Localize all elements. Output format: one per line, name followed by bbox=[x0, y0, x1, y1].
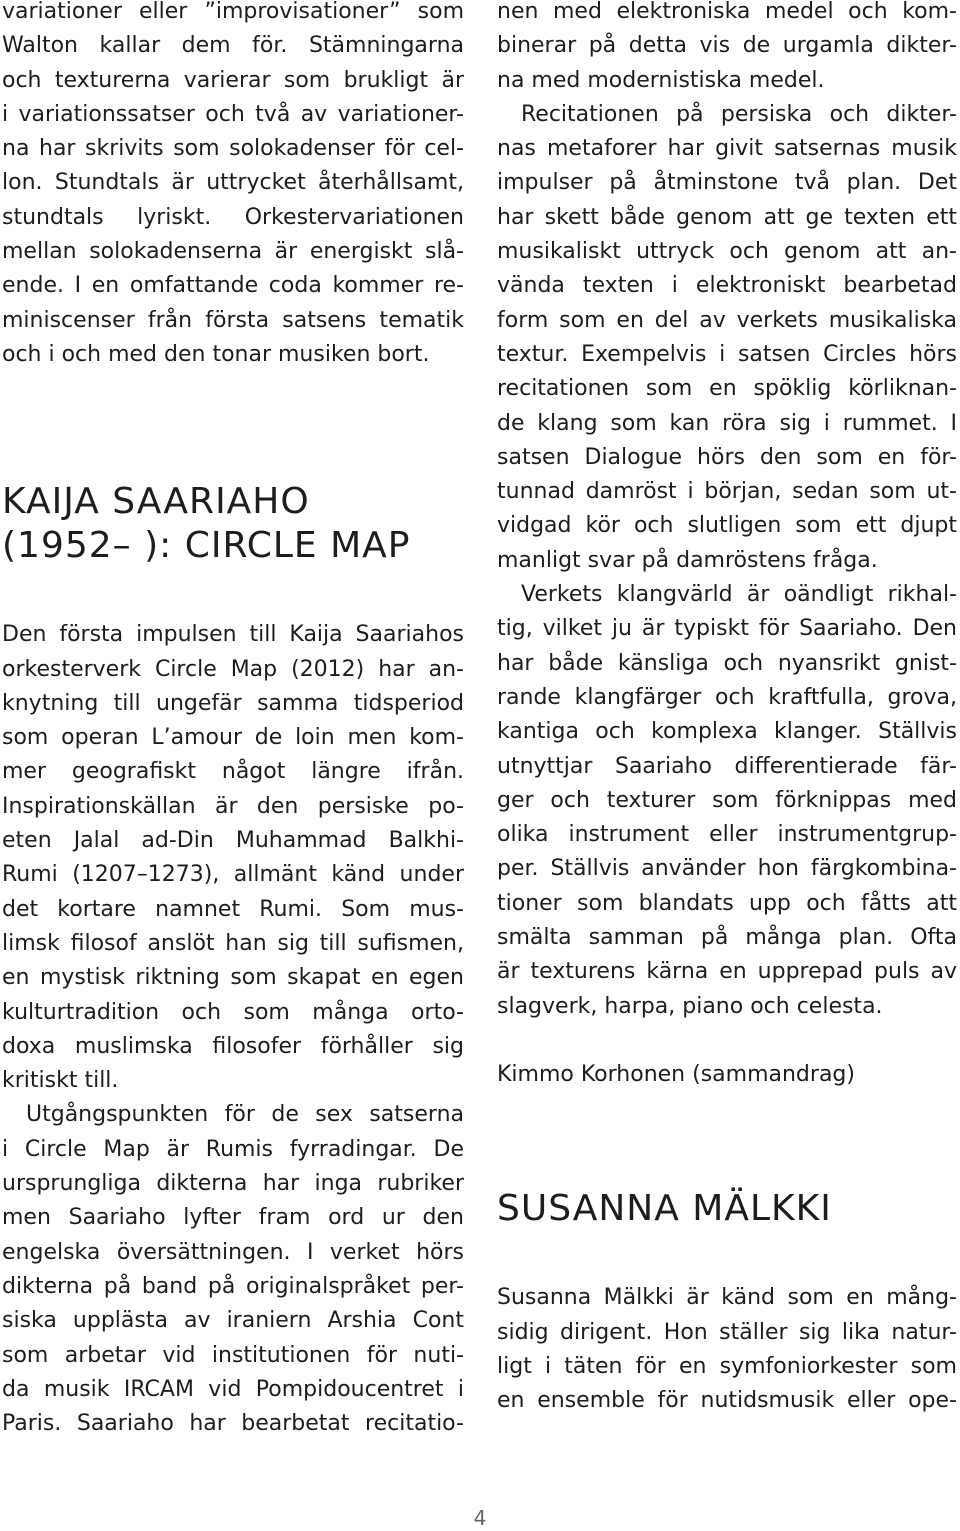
paragraph-recitation-continued bbox=[497, 0, 957, 98]
text-line: binerar på detta vis de urgamla dikter- bbox=[497, 33, 957, 59]
text-line: smälta samman på många plan. Ofta bbox=[497, 925, 957, 951]
text-line: tig, vilket ju är typiskt för Saariaho. Den bbox=[497, 616, 957, 642]
text-line: sidig dirigent. Hon ställer sig lika natur- bbox=[497, 1319, 957, 1345]
paragraph-circle-map-intro bbox=[2, 618, 464, 1098]
text-line: de klang som kan röra sig i rummet. I bbox=[497, 410, 957, 436]
text-line: Inspirationskällan är den persiske po- bbox=[2, 793, 464, 819]
paragraph-malkki-bio bbox=[497, 1281, 957, 1418]
text-line: ligt i täten för en symfoniorkester som bbox=[497, 1353, 957, 1379]
text-line: men Saariaho lyfter fram ord ur den bbox=[2, 1205, 464, 1231]
text-line: satsen Dialogue hörs den som en för- bbox=[497, 444, 957, 470]
author-credit: Kimmo Korhonen (sammandrag) bbox=[497, 1061, 855, 1087]
text-line: nen med elektroniska medel och kom- bbox=[497, 0, 957, 24]
heading-line: KAIJA SAARIAHO bbox=[2, 481, 310, 523]
text-line: kantiga och komplexa klanger. Ställvis bbox=[497, 719, 957, 745]
section-heading-malkki bbox=[497, 1187, 957, 1231]
text-line: na med modernistiska medel. bbox=[497, 67, 825, 93]
text-line: na har skrivits som solokadenser för cel- bbox=[2, 136, 464, 162]
text-line: engelska översättningen. I verket hörs bbox=[2, 1239, 464, 1265]
text-line: har skett både genom att ge texten ett bbox=[497, 204, 957, 230]
text-line: kulturtradition och som många orto- bbox=[2, 999, 464, 1025]
text-line: Susanna Mälkki är känd som en mång- bbox=[497, 1285, 957, 1311]
text-line: eten Jalal ad-Din Muhammad Balkhi- bbox=[2, 828, 464, 854]
text-line: Verkets klangvärld är oändligt rikhal- bbox=[521, 582, 957, 608]
text-line: tunnad damröst i början, sedan som ut- bbox=[497, 479, 957, 505]
text-line: Utgångspunkten för de sex satserna bbox=[26, 1102, 464, 1128]
text-line: ger och texturer som förknippas med bbox=[497, 787, 957, 813]
text-line: det kortare namnet Rumi. Som mus- bbox=[2, 896, 464, 922]
text-line: i variationssatser och två av variationer- bbox=[2, 101, 464, 127]
left-column bbox=[2, 0, 464, 1441]
text-line: en mystisk riktning som skapat en egen bbox=[2, 965, 464, 991]
text-line: ursprungliga dikterna har inga rubriker bbox=[2, 1171, 464, 1197]
text-line: recitationen som en spöklig körliknan- bbox=[497, 376, 957, 402]
text-line: ende. I en omfattande coda kommer re- bbox=[2, 273, 464, 299]
text-line: Den första impulsen till Kaija Saariahos bbox=[2, 622, 464, 648]
text-line: impulser på åtminstone två plan. Det bbox=[497, 170, 957, 196]
text-line: är texturens kärna en upprepad puls av bbox=[497, 959, 957, 985]
text-line: knytning till ungefär samma tidsperiod bbox=[2, 690, 464, 716]
heading-line: (1952– ): CIRCLE MAP bbox=[2, 525, 411, 567]
text-line: mellan solokadenserna är energiskt slå- bbox=[2, 239, 464, 265]
text-line: da musik IRCAM vid Pompidoucentret i bbox=[2, 1376, 464, 1402]
text-line: lon. Stundtals är uttrycket återhållsamt, bbox=[2, 170, 464, 196]
text-line: olika instrument eller instrumentgrup- bbox=[497, 822, 957, 848]
text-line: vända texten i elektroniskt bearbetad bbox=[497, 273, 957, 299]
heading-line: SUSANNA MÄLKKI bbox=[497, 1188, 832, 1230]
text-line: som operan L’amour de loin men kom- bbox=[2, 725, 464, 751]
text-line: vidgad kör och slutligen som ett djupt bbox=[497, 513, 957, 539]
text-line: rande klangfärger och kraftfulla, grova, bbox=[497, 684, 957, 710]
text-line: textur. Exempelvis i satsen Circles hörs bbox=[497, 341, 957, 367]
text-line: stundtals lyriskt. Orkestervariationen bbox=[2, 204, 464, 230]
text-line: Paris. Saariaho har bearbetat recitatio- bbox=[2, 1411, 464, 1437]
page-number: 4 bbox=[473, 1506, 487, 1530]
text-line: och texturerna varierar som brukligt är bbox=[2, 67, 464, 93]
text-line: variationer eller ”improvisationer” som bbox=[2, 0, 464, 24]
text-line: kritiskt till. bbox=[2, 1068, 119, 1094]
text-line: limsk filosof anslöt han sig till sufismen, bbox=[2, 930, 464, 956]
text-line: dikterna på band på originalspråket per- bbox=[2, 1273, 464, 1299]
text-line: utnyttjar Saariaho differentierade fär- bbox=[497, 753, 957, 779]
paragraph-circle-map-poems bbox=[2, 1098, 464, 1441]
paragraph-persian-metaphors bbox=[497, 98, 957, 578]
text-line: Rumi (1207–1273), allmänt känd under bbox=[2, 862, 464, 888]
text-line: manligt svar på damröstens fråga. bbox=[497, 547, 878, 573]
section-heading-saariaho bbox=[2, 480, 464, 568]
text-line: orkesterverk Circle Map (2012) har an- bbox=[2, 656, 464, 682]
text-line: i Circle Map är Rumis fyrradingar. De bbox=[2, 1136, 464, 1162]
text-line: en ensemble för nutidsmusik eller ope- bbox=[497, 1388, 957, 1414]
text-line: musikaliskt uttryck och genom att an- bbox=[497, 239, 957, 265]
text-line: och i och med den tonar musiken bort. bbox=[2, 341, 430, 367]
paragraph-walton-end bbox=[2, 0, 464, 372]
text-line: tioner som blandats upp och fåtts att bbox=[497, 890, 957, 916]
right-column bbox=[497, 0, 957, 1418]
text-line: som arbetar vid institutionen för nuti- bbox=[2, 1342, 464, 1368]
text-line: miniscenser från första satsens tematik bbox=[2, 307, 464, 333]
text-line: nas metaforer har givit satsernas musik bbox=[497, 136, 957, 162]
text-line: har både känsliga och nyansrikt gnist- bbox=[497, 650, 957, 676]
text-line: doxa muslimska filosofer förhåller sig bbox=[2, 1033, 464, 1059]
text-line: mer geografiskt något längre ifrån. bbox=[2, 759, 464, 785]
text-line: Recitationen på persiska och dikter- bbox=[521, 101, 957, 127]
text-line: form som en del av verkets musikaliska bbox=[497, 307, 957, 333]
paragraph-sound-world bbox=[497, 578, 957, 1024]
text-line: Walton kallar dem för. Stämningarna bbox=[2, 33, 464, 59]
text-line: slagverk, harpa, piano och celesta. bbox=[497, 993, 883, 1019]
text-line: siska upplästa av iraniern Arshia Cont bbox=[2, 1308, 464, 1334]
text-line: per. Ställvis använder hon färgkombina- bbox=[497, 856, 957, 882]
